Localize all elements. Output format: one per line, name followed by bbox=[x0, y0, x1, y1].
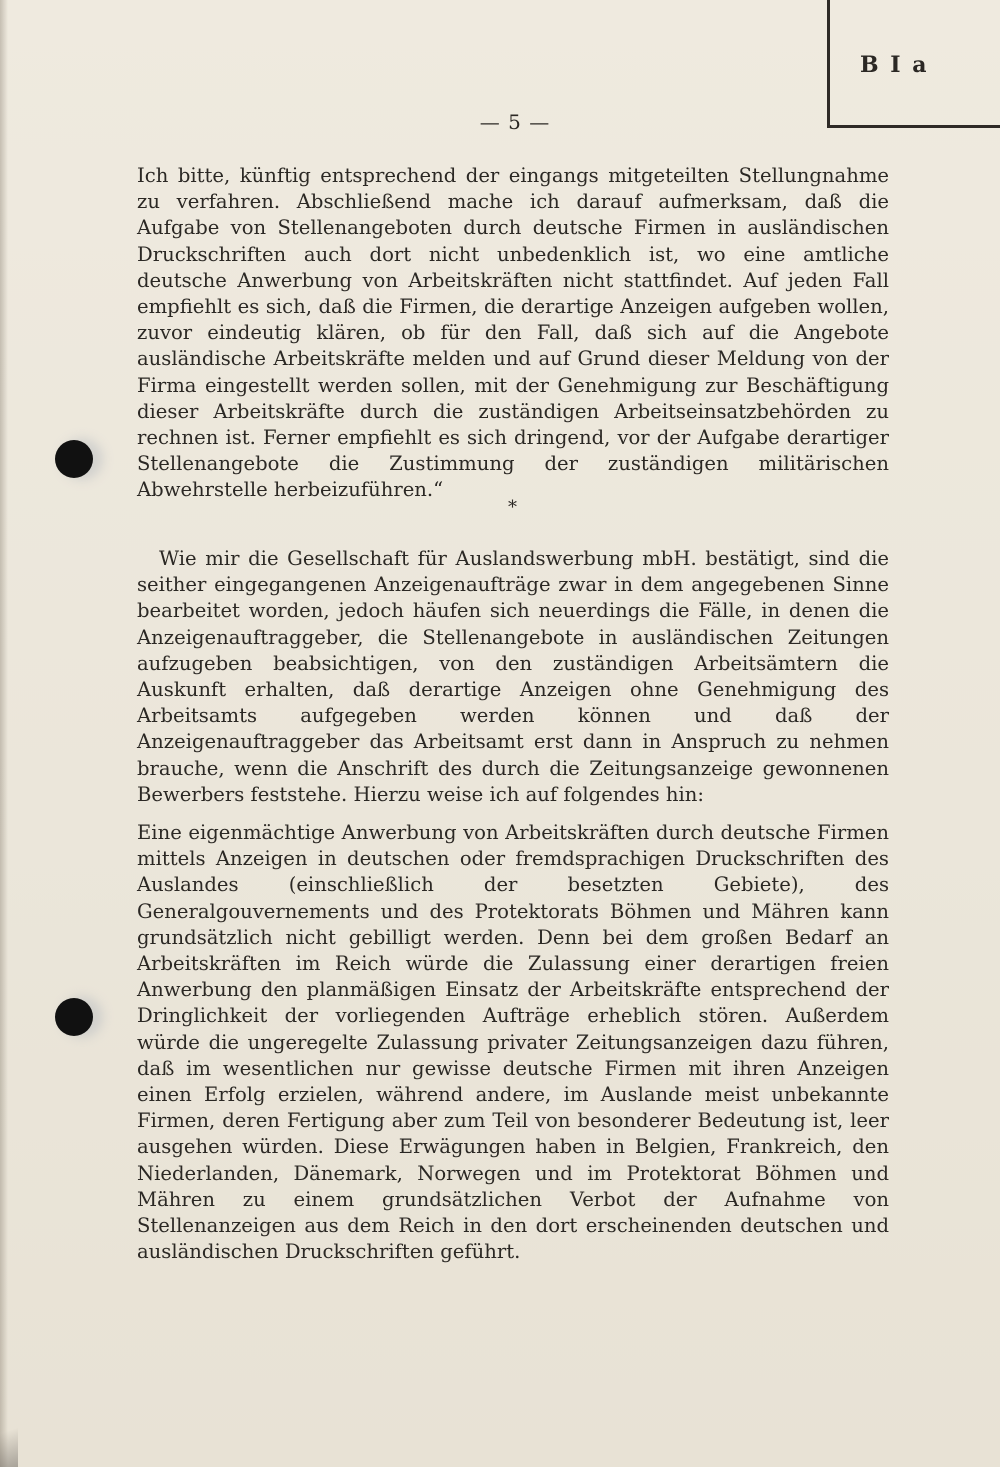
paragraph-1: Ich bitte, künftig entsprechend der eingangs mitgeteilten Stellungnahme zu verfahren. Abschließend mache ich darauf aufmerksam, daß die Aufgabe von Stellenangeboten durch deutsche Firmen in ausländischen Druckschriften auch dort nicht unbedenklich ist, wo eine amtliche deutsche Anwerbung von Arbeitskräften nicht stattfindet. Auf jeden Fall empfiehlt es sich, daß die Firmen, die derartige Anzeigen aufgeben wollen, zuvor eindeutig klären, ob für den Fall, daß sich auf die Angebote ausländische Arbeitskräfte melden und auf Grund dieser Meldung von der Firma eingestellt werden sollen, mit der Genehmigung zur Beschäftigung dieser Arbeitskräfte durch die zuständigen Arbeitseinsatzbehörden zu rechnen ist. Ferner empfiehlt es sich dringend, vor der Aufgabe derartiger Stellenangebote die Zustimmung der zuständigen militärischen Abwehrstelle herbeizuführen.“ bbox=[137, 164, 889, 502]
paragraph-3: Eine eigenmächtige Anwerbung von Arbeitskräften durch deutsche Firmen mittels Anzeigen in deutschen oder fremdsprachigen Druckschriften des Auslandes (einschließlich der besetzten Gebiete), des Generalgouvernements und des Protektorats Böhmen und Mähren kann grundsätzlich nicht gebilligt werden. Denn bei dem großen Bedarf an Arbeitskräften im Reich würde die Zulassung einer derartigen freien Anwerbung den planmäßigen Einsatz der Arbeitskräfte entsprechend der Dringlichkeit der vorliegenden Aufträge erheblich stören. Außerdem würde die ungeregelte Zulassung privater Zeitungsanzeigen dazu führen, daß im wesentlichen nur gewisse deutsche Firmen mit ihren Anzeigen einen Erfolg erzielen, während andere, im Auslande meist unbekannte Firmen, deren Fertigung aber zum Teil von besonderer Bedeutung ist, leer ausgehen würden. Diese Erwägungen haben in Belgien, Frankreich, den Niederlanden, Dänemark, Norwegen und im Protektorat Böhmen und Mähren zu einem grundsätzlichen Verbot der Aufnahme von Stellenanzeigen aus dem Reich in den dort erscheinenden deutschen und ausländischen Druckschriften geführt. bbox=[137, 821, 889, 1264]
punch-hole-top bbox=[55, 440, 93, 478]
classification-stamp-box bbox=[827, 0, 1000, 128]
paragraph-2: Wie mir die Gesellschaft für Auslandswerbung mbH. bestätigt, sind die seither eingegangenen Anzeigenaufträge zwar in dem angegebenen Sinne bearbeitet worden, jedoch häufen sich neuerdings die Fälle, in denen die Anzeigenauftraggeber, die Stellenangebote in ausländischen Zeitungen aufzugeben beabsichtigen, von den zuständigen Arbeitsämtern die Auskunft erhalten, daß derartige Anzeigen ohne Genehmigung des Arbeitsamts aufgegeben werden können und daß der Anzeigenauftraggeber das Arbeitsamt erst dann in Anspruch zu nehmen brauche, wenn die Anschrift des durch die Zeitungsanzeige gewonnenen Bewerbers feststehe. Hierzu weise ich auf folgendes hin: bbox=[137, 547, 889, 806]
page-number: — 5 — bbox=[479, 110, 551, 134]
page-corner-shadow bbox=[0, 1407, 18, 1467]
section-separator: * bbox=[508, 497, 517, 518]
classification-stamp-label: B I a bbox=[860, 52, 929, 78]
punch-hole-bottom bbox=[55, 998, 93, 1036]
page-edge-shadow bbox=[0, 0, 8, 1467]
